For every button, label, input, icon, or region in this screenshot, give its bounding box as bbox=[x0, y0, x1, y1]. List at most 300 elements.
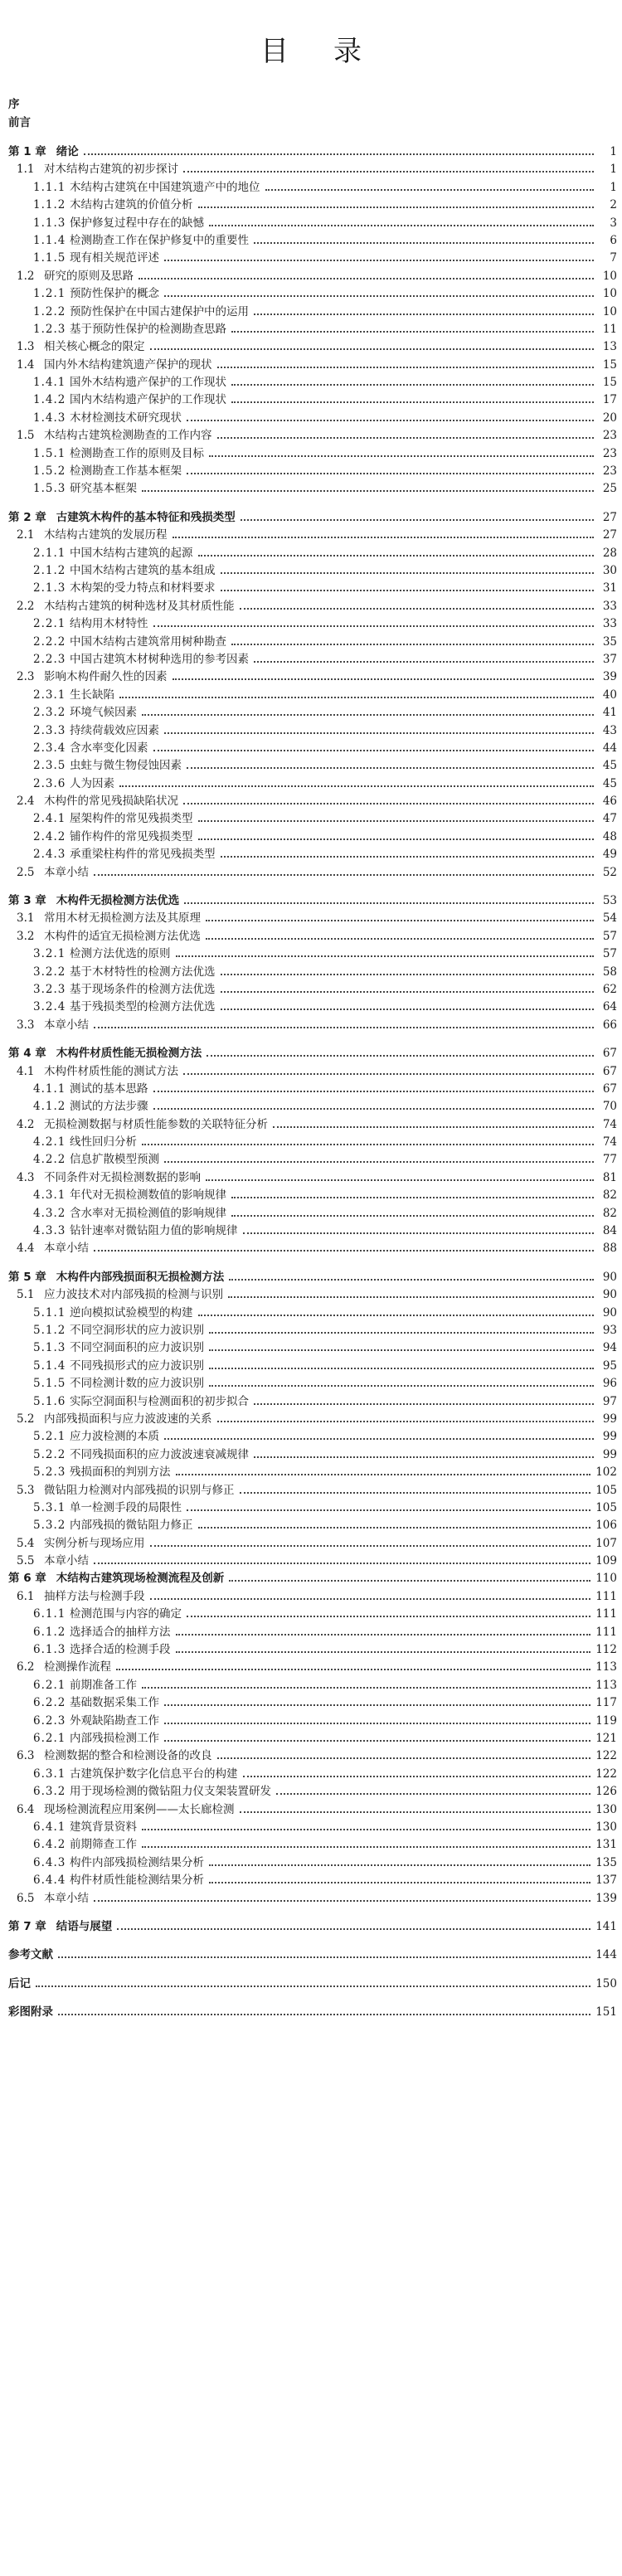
toc-entry[interactable] bbox=[8, 358, 617, 376]
toc-entry-number: 2.2.3 bbox=[33, 652, 66, 666]
toc-entry[interactable] bbox=[8, 777, 617, 795]
toc-entry-number: 4.2.1 bbox=[33, 1135, 66, 1149]
toc-entry[interactable] bbox=[8, 1000, 617, 1018]
toc-dot-leader bbox=[176, 1474, 591, 1475]
toc-entry-page: 117 bbox=[595, 1696, 617, 1710]
toc-entry-page: 102 bbox=[595, 1465, 617, 1480]
toc-entry-page: 126 bbox=[595, 1785, 617, 1799]
toc-entry-number: 5.2.1 bbox=[33, 1430, 66, 1444]
toc-entry[interactable] bbox=[8, 1607, 617, 1625]
toc-entry-number: 第 3 章 bbox=[8, 894, 46, 908]
toc-entry-number: 2.2 bbox=[17, 599, 35, 613]
toc-entry[interactable] bbox=[8, 688, 617, 706]
toc-dot-leader bbox=[142, 714, 594, 716]
toc-entry-page: 23 bbox=[602, 429, 617, 443]
toc-dot-leader bbox=[183, 803, 594, 804]
toc-entry-number: 5.2 bbox=[17, 1412, 35, 1426]
toc-entry-title: 外观缺陷勘查工作 bbox=[70, 1713, 159, 1728]
toc-dot-leader bbox=[184, 902, 594, 904]
toc-dot-leader bbox=[221, 991, 595, 993]
toc-entry-page: 131 bbox=[595, 1838, 617, 1852]
toc-entry-number: 6.4.4 bbox=[33, 1874, 66, 1888]
toc-entry-number: 5.1.1 bbox=[33, 1305, 66, 1320]
toc-entry-number: 6.1.2 bbox=[33, 1625, 66, 1639]
toc-entry[interactable] bbox=[8, 564, 617, 581]
toc-entry[interactable] bbox=[8, 1537, 617, 1554]
toc-entry[interactable] bbox=[8, 600, 617, 617]
toc-entry[interactable] bbox=[8, 795, 617, 812]
toc-entry-title: 逆向模拟试验模型的构建 bbox=[70, 1305, 193, 1320]
toc-entry-title: 参考文献 bbox=[8, 1948, 53, 1962]
toc-entry-number: 3.1 bbox=[17, 911, 35, 926]
toc-entry-number: 5.1 bbox=[17, 1288, 35, 1302]
toc-dot-leader bbox=[164, 732, 594, 734]
toc-entry-number: 4.3.3 bbox=[33, 1224, 66, 1238]
toc-entry-number: 6.4.3 bbox=[33, 1855, 66, 1869]
toc-entry-page: 28 bbox=[602, 546, 617, 560]
toc-entry[interactable] bbox=[8, 1171, 617, 1188]
toc-entry-number: 1.5.2 bbox=[33, 464, 66, 479]
toc-entry[interactable] bbox=[8, 1377, 617, 1394]
toc-entry-page: 58 bbox=[602, 965, 617, 979]
toc-entry[interactable] bbox=[8, 98, 617, 116]
toc-entry-title: 内部残损检测工作 bbox=[70, 1731, 159, 1745]
toc-entry[interactable] bbox=[8, 1224, 617, 1242]
toc-entry-title: 不同空洞面积的应力波识别 bbox=[70, 1341, 204, 1355]
toc-entry[interactable] bbox=[8, 1732, 617, 1749]
toc-entry-page: 27 bbox=[602, 510, 617, 524]
toc-entry[interactable] bbox=[8, 1100, 617, 1117]
toc-dot-leader bbox=[183, 171, 594, 173]
toc-dot-leader bbox=[119, 785, 594, 787]
toc-entry[interactable] bbox=[8, 393, 617, 411]
toc-entry-number: 1.2.2 bbox=[33, 304, 66, 318]
toc-entry[interactable] bbox=[8, 706, 617, 723]
toc-entry[interactable] bbox=[8, 1977, 617, 1995]
toc-entry-page: 2 bbox=[610, 198, 617, 212]
toc-entry-number: 1.1.4 bbox=[33, 233, 66, 247]
toc-entry-page: 119 bbox=[595, 1713, 617, 1728]
toc-entry[interactable] bbox=[8, 1118, 617, 1135]
toc-entry-page: 33 bbox=[602, 617, 617, 631]
toc-entry[interactable] bbox=[8, 145, 617, 163]
toc-entry-title: 影响木构件耐久性的因素 bbox=[44, 670, 168, 684]
toc-entry[interactable] bbox=[8, 1643, 617, 1660]
toc-entry[interactable] bbox=[8, 1430, 617, 1447]
toc-entry[interactable] bbox=[8, 1207, 617, 1224]
toc-entry-title: 预防性保护在中国古建保护中的运用 bbox=[70, 304, 249, 318]
toc-dot-leader bbox=[164, 295, 594, 297]
toc-entry-page: 70 bbox=[602, 1100, 617, 1114]
toc-entry-title: 序 bbox=[8, 98, 20, 111]
toc-entry-title: 中国木结构古建筑常用树种勘查 bbox=[70, 634, 226, 649]
toc-entry[interactable] bbox=[8, 287, 617, 304]
toc-entry-number: 6.1.3 bbox=[33, 1643, 66, 1657]
toc-entry-page: 1 bbox=[610, 163, 617, 177]
toc-entry[interactable] bbox=[8, 1082, 617, 1100]
toc-entry-title: 木材检测技术研究现状 bbox=[70, 411, 182, 425]
toc-dot-leader bbox=[150, 348, 595, 350]
toc-entry-title: 古建筑木构件的基本特征和残损类型 bbox=[56, 510, 236, 524]
toc-entry[interactable] bbox=[8, 1679, 617, 1696]
toc-dot-leader bbox=[142, 490, 594, 492]
toc-entry-title: 检测勘查工作在保护修复中的重要性 bbox=[70, 233, 249, 247]
toc-entry[interactable] bbox=[8, 1714, 617, 1732]
toc-dot-leader bbox=[206, 938, 594, 940]
toc-entry[interactable] bbox=[8, 741, 617, 759]
toc-entry[interactable] bbox=[8, 581, 617, 599]
toc-dot-leader bbox=[240, 1811, 591, 1813]
toc-entry-page: 11 bbox=[602, 322, 617, 336]
toc-entry-page: 48 bbox=[602, 829, 617, 843]
toc-entry[interactable] bbox=[8, 866, 617, 883]
toc-entry[interactable] bbox=[8, 1359, 617, 1377]
toc-entry-title: 对木结构古建筑的初步探讨 bbox=[44, 163, 178, 177]
toc-entry[interactable] bbox=[8, 1519, 617, 1536]
toc-dot-leader bbox=[221, 572, 595, 574]
toc-entry-title: 单一检测手段的局限性 bbox=[70, 1500, 182, 1514]
toc-dot-leader bbox=[36, 1985, 590, 1987]
toc-dot-leader bbox=[231, 644, 594, 645]
toc-entry[interactable] bbox=[8, 270, 617, 287]
toc-entry-number: 3.2.3 bbox=[33, 982, 66, 996]
toc-dot-leader bbox=[94, 1563, 590, 1564]
toc-entry-title: 彩图附录 bbox=[8, 2005, 53, 2019]
toc-dot-leader bbox=[229, 1279, 594, 1281]
toc-entry-page: 10 bbox=[602, 287, 617, 301]
toc-entry[interactable] bbox=[8, 1749, 617, 1767]
toc-entry[interactable] bbox=[8, 1785, 617, 1802]
toc-dot-leader bbox=[164, 1704, 590, 1706]
toc-entry[interactable] bbox=[8, 1018, 617, 1036]
toc-entry-title: 国内外木结构建筑遗产保护的现状 bbox=[44, 357, 212, 372]
toc-entry[interactable] bbox=[8, 1554, 617, 1572]
toc-entry-title: 微钻阻力检测对内部残损的识别与修正 bbox=[44, 1483, 235, 1497]
toc-entry-number: 6.2 bbox=[17, 1660, 35, 1674]
toc-dot-leader bbox=[94, 874, 594, 876]
toc-entry[interactable] bbox=[8, 983, 617, 1000]
toc-entry-title: 测试的基本思路 bbox=[70, 1081, 148, 1096]
toc-entry[interactable] bbox=[8, 482, 617, 499]
toc-entry[interactable] bbox=[8, 930, 617, 947]
toc-entry-number: 2.2.1 bbox=[33, 617, 66, 631]
toc-entry-title: 不同空洞形状的应力波识别 bbox=[70, 1324, 204, 1337]
toc-entry[interactable] bbox=[8, 1341, 617, 1358]
toc-entry-number: 6.1 bbox=[17, 1589, 35, 1603]
toc-entry-page: 67 bbox=[602, 1047, 617, 1061]
toc-dot-leader bbox=[187, 1616, 590, 1617]
toc-dot-leader bbox=[209, 1349, 594, 1351]
toc-entry-title: 检测操作流程 bbox=[44, 1660, 111, 1674]
toc-entry[interactable] bbox=[8, 617, 617, 634]
toc-dot-leader bbox=[187, 420, 594, 421]
toc-entry-title: 木构架的受力特点和材料要求 bbox=[70, 581, 216, 595]
toc-entry-title: 含水率对无损检测值的影响规律 bbox=[70, 1206, 226, 1220]
toc-dot-leader bbox=[84, 153, 594, 155]
toc-entry[interactable] bbox=[8, 1484, 617, 1501]
toc-entry[interactable] bbox=[8, 234, 617, 251]
toc-entry[interactable] bbox=[8, 1188, 617, 1206]
toc-entry-page: 135 bbox=[595, 1855, 617, 1869]
toc-dot-leader bbox=[254, 1403, 594, 1405]
toc-entry[interactable] bbox=[8, 511, 617, 528]
toc-dot-leader bbox=[240, 1492, 591, 1494]
toc-entry-page: 33 bbox=[602, 599, 617, 613]
toc-entry[interactable] bbox=[8, 1626, 617, 1643]
toc-entry[interactable] bbox=[8, 653, 617, 670]
toc-dot-leader bbox=[164, 1723, 590, 1724]
toc-dot-leader bbox=[119, 697, 594, 698]
toc-entry[interactable] bbox=[8, 1948, 617, 1966]
toc-entry-page: 23 bbox=[602, 464, 617, 479]
toc-entry-number: 6.1.1 bbox=[33, 1607, 66, 1621]
toc-entry-title: 基于预防性保护的检测勘查思路 bbox=[70, 322, 226, 336]
toc-entry[interactable] bbox=[8, 1465, 617, 1483]
toc-entry[interactable] bbox=[8, 251, 617, 269]
toc-entry[interactable] bbox=[8, 1395, 617, 1412]
toc-entry-page: 90 bbox=[602, 1270, 617, 1284]
toc-entry[interactable] bbox=[8, 670, 617, 688]
toc-entry-page: 62 bbox=[602, 982, 617, 996]
toc-dot-leader bbox=[209, 1385, 594, 1387]
toc-entry-page: 74 bbox=[602, 1135, 617, 1149]
toc-entry-number: 4.3 bbox=[17, 1170, 35, 1184]
toc-entry-title: 国内木结构遗产保护的工作现状 bbox=[70, 393, 226, 407]
toc-entry-page: 44 bbox=[602, 741, 617, 755]
toc-entry-number: 第 5 章 bbox=[8, 1270, 46, 1284]
toc-entry[interactable] bbox=[8, 1288, 617, 1305]
toc-dot-leader bbox=[231, 1197, 594, 1198]
toc-entry-title: 钻针速率对微钻阻力值的影响规律 bbox=[70, 1224, 238, 1238]
page-title: 目录 bbox=[260, 35, 406, 68]
toc-entry-page: 31 bbox=[602, 581, 617, 595]
toc-entry[interactable] bbox=[8, 323, 617, 340]
toc-entry-page: 37 bbox=[602, 652, 617, 666]
toc-entry[interactable] bbox=[8, 116, 617, 134]
toc-dot-leader bbox=[241, 519, 594, 521]
toc-entry[interactable] bbox=[8, 216, 617, 234]
toc-entry-title: 不同检测计数的应力波识别 bbox=[70, 1377, 204, 1391]
toc-entry-page: 106 bbox=[595, 1519, 617, 1533]
toc-entry-page: 17 bbox=[602, 393, 617, 407]
toc-entry-page: 113 bbox=[595, 1678, 617, 1692]
toc-dot-leader bbox=[217, 367, 595, 368]
toc-entry[interactable] bbox=[8, 1242, 617, 1259]
toc-entry-page: 77 bbox=[602, 1153, 617, 1167]
toc-entry[interactable] bbox=[8, 411, 617, 429]
toc-entry[interactable] bbox=[8, 198, 617, 216]
toc-entry[interactable] bbox=[8, 830, 617, 848]
toc-entry-page: 1 bbox=[610, 145, 617, 158]
toc-dot-leader bbox=[187, 767, 594, 769]
toc-entry[interactable] bbox=[8, 1856, 617, 1874]
toc-entry-number: 6.4.2 bbox=[33, 1838, 66, 1852]
toc-entry-page: 93 bbox=[602, 1324, 617, 1337]
toc-entry[interactable] bbox=[8, 528, 617, 546]
toc-dot-leader bbox=[243, 1232, 595, 1234]
toc-entry[interactable] bbox=[8, 759, 617, 776]
toc-entry-number: 第 4 章 bbox=[8, 1047, 46, 1061]
toc-entry-page: 67 bbox=[602, 1064, 617, 1078]
toc-entry-number: 1.2 bbox=[17, 269, 35, 283]
toc-entry-number: 6.3 bbox=[17, 1749, 35, 1763]
toc-entry-number: 2.2.2 bbox=[33, 634, 66, 649]
toc-entry[interactable] bbox=[8, 181, 617, 198]
toc-dot-leader bbox=[187, 473, 594, 474]
toc-entry[interactable] bbox=[8, 947, 617, 965]
toc-entry-page: 43 bbox=[602, 723, 617, 737]
toc-entry-number: 2.5 bbox=[17, 865, 35, 879]
toc-dot-leader bbox=[116, 1669, 590, 1670]
toc-entry[interactable] bbox=[8, 464, 617, 482]
toc-entry[interactable] bbox=[8, 1892, 617, 1909]
toc-dot-leader bbox=[142, 1144, 594, 1145]
toc-entry[interactable] bbox=[8, 724, 617, 741]
toc-entry-title: 本章小结 bbox=[44, 1554, 89, 1568]
toc-entry-title: 抽样方法与检测手段 bbox=[44, 1589, 145, 1603]
toc-entry-title: 信息扩散模型预测 bbox=[70, 1153, 159, 1167]
toc-entry[interactable] bbox=[8, 1501, 617, 1519]
toc-entry-page: 67 bbox=[602, 1081, 617, 1096]
toc-entry-title: 用于现场检测的微钻阻力仪支架装置研发 bbox=[70, 1785, 271, 1799]
toc-entry-title: 线性回归分析 bbox=[70, 1135, 137, 1149]
toc-entry-page: 151 bbox=[595, 2005, 617, 2019]
toc-entry[interactable] bbox=[8, 2005, 617, 2023]
toc-entry-number: 第 7 章 bbox=[8, 1919, 46, 1933]
toc-entry[interactable] bbox=[8, 1271, 617, 1288]
toc-entry-page: 35 bbox=[602, 634, 617, 649]
toc-entry-number: 2.4.2 bbox=[33, 829, 66, 843]
toc-entry[interactable] bbox=[8, 1803, 617, 1820]
toc-entry-title: 国外木结构遗产保护的工作现状 bbox=[70, 376, 226, 390]
toc-entry-title: 前期筛查工作 bbox=[70, 1838, 137, 1852]
toc-dot-leader bbox=[153, 750, 595, 751]
toc-dot-leader bbox=[254, 313, 594, 315]
toc-entry[interactable] bbox=[8, 812, 617, 829]
toc-entry-page: 81 bbox=[602, 1170, 617, 1184]
toc-entry-number: 2.3.5 bbox=[33, 759, 66, 773]
toc-entry[interactable] bbox=[8, 1153, 617, 1170]
toc-entry[interactable] bbox=[8, 1838, 617, 1855]
toc-entry[interactable] bbox=[8, 1590, 617, 1607]
toc-entry[interactable] bbox=[8, 429, 617, 446]
toc-entry-number: 6.4 bbox=[17, 1802, 35, 1816]
toc-entry[interactable] bbox=[8, 894, 617, 911]
toc-entry-title: 实际空洞面积与检测面积的初步拟合 bbox=[70, 1394, 249, 1408]
toc-entry[interactable] bbox=[8, 848, 617, 865]
toc-dot-leader bbox=[58, 2014, 590, 2015]
toc-entry-title: 木结构古建筑现场检测流程及创新 bbox=[56, 1572, 225, 1586]
toc-dot-leader bbox=[94, 1900, 590, 1902]
toc-entry[interactable] bbox=[8, 1696, 617, 1713]
toc-entry-page: 111 bbox=[595, 1607, 617, 1621]
toc-entry-number: 4.1.2 bbox=[33, 1100, 66, 1114]
toc-entry-number: 5.1.4 bbox=[33, 1358, 66, 1373]
toc-entry[interactable] bbox=[8, 1135, 617, 1153]
toc-entry-number: 5.1.5 bbox=[33, 1377, 66, 1391]
toc-dot-leader bbox=[164, 260, 594, 261]
toc-entry-number: 1.1.1 bbox=[33, 180, 66, 194]
toc-entry[interactable] bbox=[8, 1047, 617, 1064]
toc-entry-number: 2.4 bbox=[17, 795, 35, 809]
toc-entry-title: 常用木材无损检测方法及其原理 bbox=[44, 911, 201, 926]
toc-entry[interactable] bbox=[8, 1660, 617, 1678]
table-of-contents bbox=[8, 98, 617, 2023]
toc-entry[interactable] bbox=[8, 1767, 617, 1785]
toc-entry[interactable] bbox=[8, 1065, 617, 1082]
toc-entry[interactable] bbox=[8, 1920, 617, 1937]
toc-entry-page: 39 bbox=[602, 670, 617, 684]
toc-entry-page: 25 bbox=[602, 482, 617, 496]
toc-entry-title: 研究基本框架 bbox=[70, 482, 137, 496]
toc-entry-title: 木结构古建筑的树种选材及其材质性能 bbox=[44, 599, 235, 613]
toc-entry-title: 基于残损类型的检测方法优选 bbox=[70, 1000, 216, 1014]
toc-entry-number: 2.3.6 bbox=[33, 776, 66, 790]
toc-dot-leader bbox=[206, 1179, 594, 1181]
toc-entry-title: 预防性保护的概念 bbox=[70, 287, 159, 301]
toc-entry[interactable] bbox=[8, 1324, 617, 1341]
toc-entry-title: 后记 bbox=[8, 1976, 31, 1990]
toc-dot-leader bbox=[142, 1829, 590, 1830]
toc-dot-leader bbox=[176, 955, 595, 957]
toc-entry-page: 99 bbox=[602, 1430, 617, 1444]
toc-entry-title: 现有相关规范评述 bbox=[70, 251, 159, 265]
toc-entry-number: 第 2 章 bbox=[8, 510, 46, 524]
toc-entry[interactable] bbox=[8, 1572, 617, 1589]
toc-dot-leader bbox=[150, 1598, 591, 1600]
toc-entry-title: 应力波技术对内部残损的检测与识别 bbox=[44, 1288, 223, 1302]
toc-dot-leader bbox=[217, 1757, 591, 1759]
toc-entry[interactable] bbox=[8, 340, 617, 357]
toc-entry[interactable] bbox=[8, 447, 617, 464]
toc-dot-leader bbox=[153, 1091, 595, 1092]
toc-entry-number: 4.2 bbox=[17, 1117, 35, 1131]
toc-entry[interactable] bbox=[8, 305, 617, 323]
toc-entry-title: 结语与展望 bbox=[56, 1919, 113, 1933]
toc-entry-title: 检测勘查工作基本框架 bbox=[70, 464, 182, 479]
toc-dot-leader bbox=[176, 1634, 591, 1636]
toc-entry[interactable] bbox=[8, 163, 617, 180]
toc-dot-leader bbox=[209, 225, 594, 226]
toc-entry[interactable] bbox=[8, 911, 617, 929]
toc-entry-number: 1.4 bbox=[17, 357, 35, 372]
toc-entry-title: 不同条件对无损检测数据的影响 bbox=[44, 1170, 201, 1184]
toc-entry-title: 保护修复过程中存在的缺憾 bbox=[70, 216, 204, 230]
toc-entry-page: 74 bbox=[602, 1117, 617, 1131]
toc-entry-title: 检测数据的整合和检测设备的改良 bbox=[44, 1749, 212, 1763]
toc-entry-page: 111 bbox=[595, 1589, 617, 1603]
toc-entry[interactable] bbox=[8, 1306, 617, 1324]
toc-dot-leader bbox=[254, 661, 594, 663]
toc-entry-title: 基础数据采集工作 bbox=[70, 1696, 159, 1710]
toc-entry[interactable] bbox=[8, 1412, 617, 1430]
toc-entry[interactable] bbox=[8, 965, 617, 983]
toc-entry[interactable] bbox=[8, 376, 617, 393]
toc-entry-title: 木结构古建筑检测勘查的工作内容 bbox=[44, 429, 212, 443]
toc-entry[interactable] bbox=[8, 1448, 617, 1465]
toc-entry[interactable] bbox=[8, 547, 617, 564]
toc-entry[interactable] bbox=[8, 635, 617, 653]
toc-entry-page: 41 bbox=[602, 706, 617, 720]
toc-entry-page: 84 bbox=[602, 1224, 617, 1238]
toc-entry[interactable] bbox=[8, 1874, 617, 1891]
toc-entry-title: 木结构古建筑在中国建筑遗产中的地位 bbox=[70, 180, 260, 194]
toc-entry[interactable] bbox=[8, 1820, 617, 1838]
toc-entry-number: 2.3.3 bbox=[33, 723, 66, 737]
toc-entry-title: 木结构古建筑的发展历程 bbox=[44, 528, 168, 542]
toc-entry-title: 年代对无损检测数值的影响规律 bbox=[70, 1188, 226, 1203]
toc-entry-title: 现场检测流程应用案例——太长廊检测 bbox=[44, 1802, 235, 1816]
